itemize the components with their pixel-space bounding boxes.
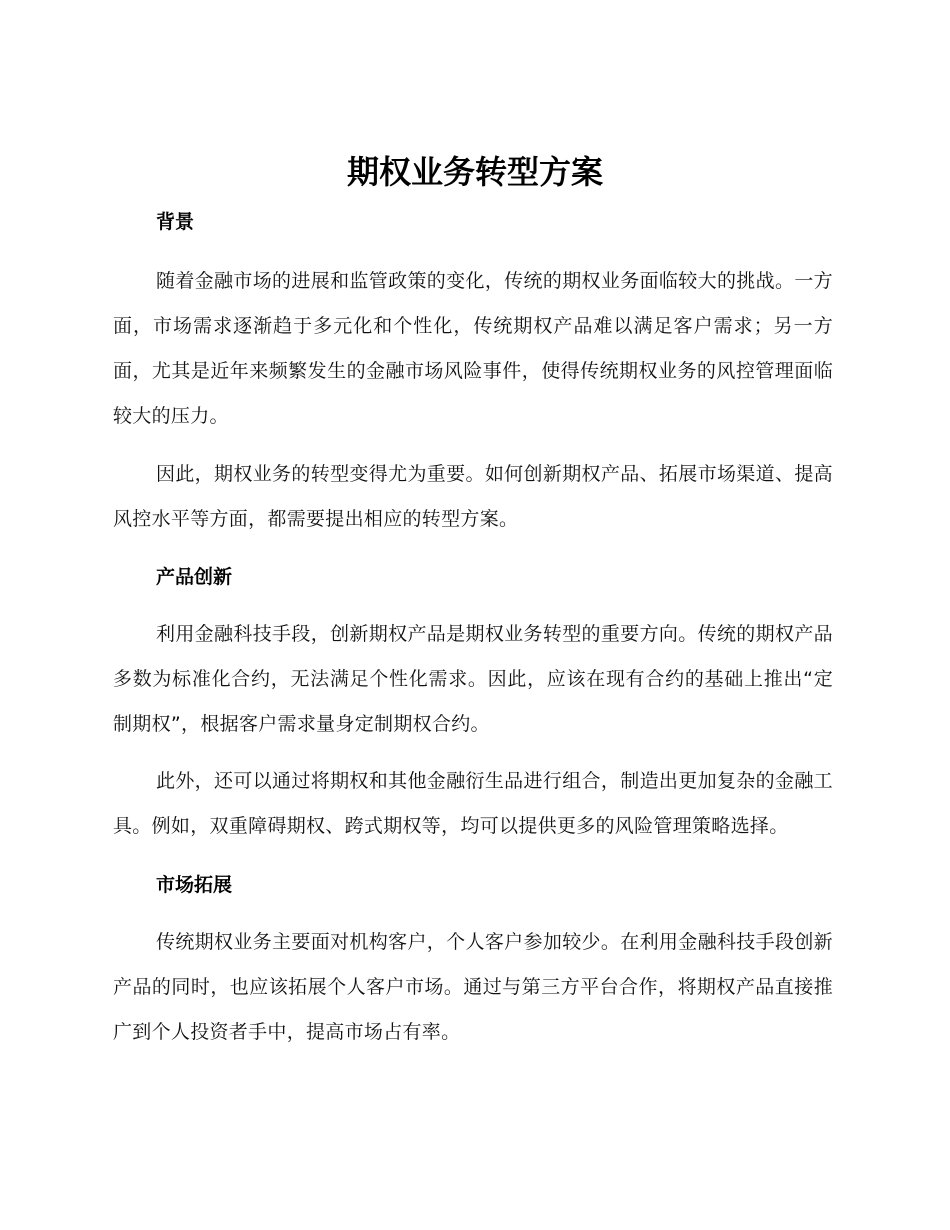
paragraph: 因此，期权业务的转型变得尤为重要。如何创新期权产品、拓展市场渠道、提高风控水平等方面，都需要提出相应的转型方案。 — [113, 463, 833, 530]
section-background — [113, 204, 833, 542]
document-title: 期权业务转型方案 — [346, 153, 603, 191]
paragraph: 此外，还可以通过将期权和其他金融衍生品进行组合，制造出更加复杂的金融工具。例如，双重障碍期权、跨式期权等，均可以提供更多的风险管理策略选择。 — [113, 770, 833, 837]
section-heading: 产品创新 — [156, 566, 233, 588]
document-body — [113, 204, 833, 1055]
section-heading: 背景 — [156, 211, 195, 233]
paragraph: 利用金融科技手段，创新期权产品是期权业务转型的重要方向。传统的期权产品多数为标准化合约，无法满足个性化需求。因此，应该在现有合约的基础上推出“定制期权”，根据客户需求量身定制期权合约。 — [113, 623, 833, 735]
section-product-innovation — [113, 559, 833, 849]
paragraph: 传统期权业务主要面对机构客户，个人客户参加较少。在利用金融科技手段创新产品的同时，也应该拓展个人客户市场。通过与第三方平台合作，将期权产品直接推广到个人投资者手中，提高市场占有率。 — [113, 931, 833, 1043]
paragraph: 随着金融市场的进展和监管政策的变化，传统的期权业务面临较大的挑战。一方面，市场需求逐渐趋于多元化和个性化，传统期权产品难以满足客户需求；另一方面，尤其是近年来频繁发生的金融市场风险事件，使得传统期权业务的风控管理面临较大的压力。 — [113, 270, 833, 427]
section-heading: 市场拓展 — [156, 874, 233, 896]
section-market-expansion — [113, 867, 833, 1055]
